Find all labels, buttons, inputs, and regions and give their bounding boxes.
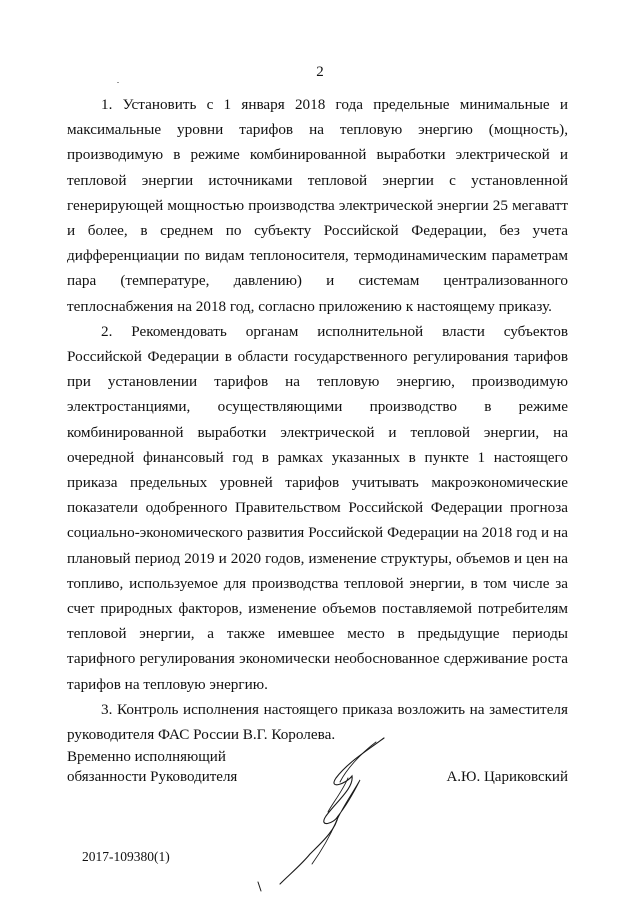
document-body — [67, 92, 568, 747]
page-number: 2 — [316, 64, 324, 80]
scan-dot — [117, 82, 119, 83]
handwritten-signature — [250, 732, 390, 892]
signer-title-line-1: Временно исполняющий — [67, 749, 226, 765]
document-registration-number: 2017-109380(1) — [82, 849, 170, 864]
paragraph-1: 1. Установить с 1 января 2018 года предельные минимальные и максимальные уровни тарифов на тепловую энергию (мощность), производимую в режиме комбинированной выработки электрической и тепловой энергии источниками тепловой энергии с установленной генерирующей мощностью производства электрической энергии 25 мегаватт и более, в среднем по субъекту Российской Федерации, без учета дифференциации по видам теплоносителя, термодинамическим параметрам пара (температуре, давлению) и системам централизованного теплоснабжения на 2018 год, согласно приложению к настоящему приказу. — [67, 96, 568, 315]
signer-title-line-2: обязанности Руководителя — [67, 769, 238, 785]
signer-name: А.Ю. Цариковский — [446, 769, 568, 785]
paragraph-3: 3. Контроль исполнения настоящего приказа возложить на заместителя руководителя ФАС России В.Г. Королева. — [67, 700, 568, 744]
signer-title — [67, 747, 237, 787]
paragraph-2: 2. Рекомендовать органам исполнительной власти субъектов Российской Федерации в области государственного регулирования тарифов при установлении тарифов на тепловую энергию, производимую электростанциями, осуществляющими производство в режиме комбинированной выработки электрической и тепловой энергии, на очередной финансовый год в рамках указанных в пункте 1 настоящего приказа предельных уровней тарифов учитывать макроэкономические показатели одобренного Правительством Российской Федерации прогноза социально-экономического развития Российской Федерации на 2018 год и на плановый период 2019 и 2020 годов, изменение структуры, объемов и цен на топливо, используемое для производства тепловой энергии, в том числе за счет природных факторов, изменение объемов поставляемой потребителям тепловой энергии, а также имевшее место в предыдущие периоды тарифного регулирования экономически необоснованное сдерживание роста тарифов на тепловую энергию. — [67, 322, 568, 693]
